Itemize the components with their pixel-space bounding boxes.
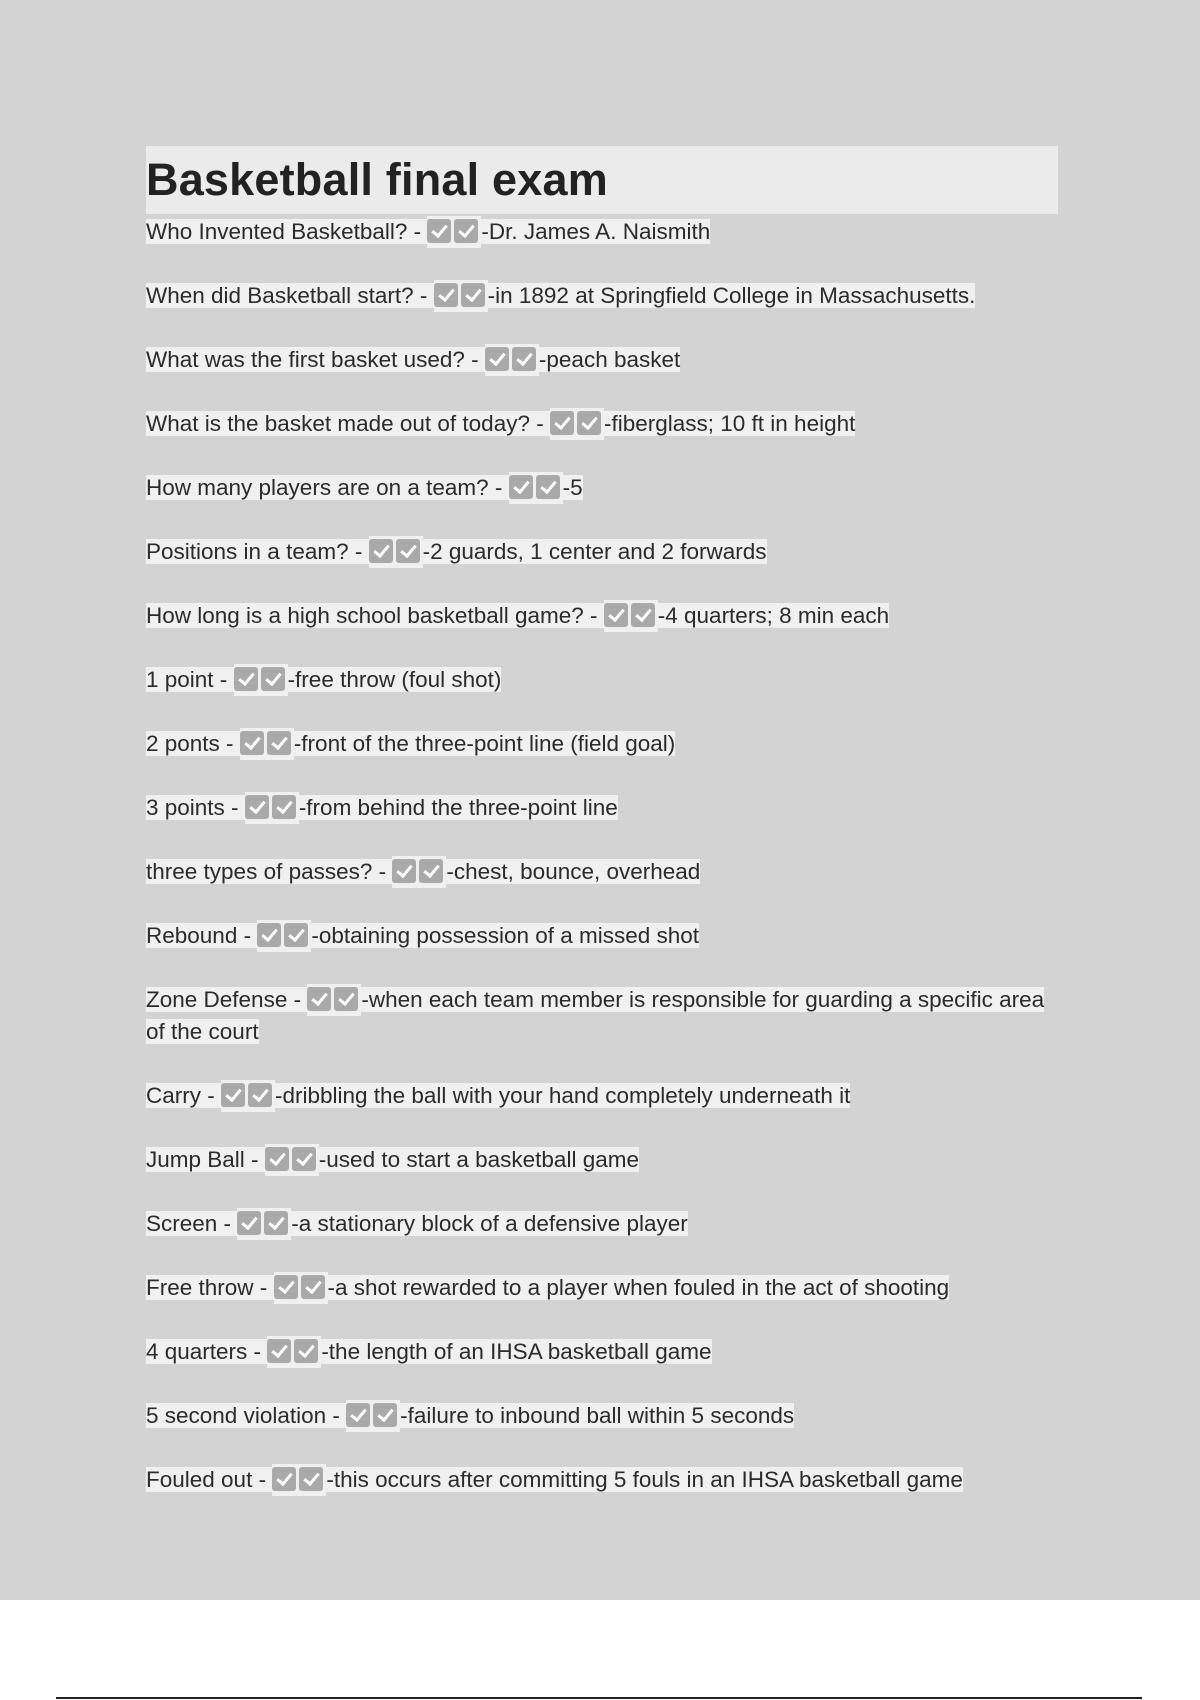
checkmark-icon — [267, 1339, 291, 1363]
double-check-icon — [267, 1336, 321, 1368]
question-text: Who Invented Basketball? - — [146, 219, 428, 244]
double-check-icon — [245, 792, 299, 824]
checkmark-icon — [346, 1403, 370, 1427]
checkmark-icon — [334, 987, 358, 1011]
double-check-icon — [221, 1080, 275, 1112]
checkmark-icon — [427, 219, 451, 243]
answer-text: -in 1892 at Springfield College in Massachusetts. — [487, 283, 976, 308]
answer-text: -chest, bounce, overhead — [446, 859, 701, 884]
checkmark-icon — [237, 1211, 261, 1235]
question-text: Screen - — [146, 1211, 238, 1236]
checkmark-icon — [396, 539, 420, 563]
checkmark-icon — [604, 603, 628, 627]
answer-text: -a stationary block of a defensive player — [291, 1211, 688, 1236]
double-check-icon — [265, 1144, 319, 1176]
qa-item — [146, 1464, 1058, 1496]
question-text: What was the first basket used? - — [146, 347, 485, 372]
answer-text: -free throw (foul shot) — [287, 667, 502, 692]
checkmark-icon — [536, 475, 560, 499]
question-text: 4 quarters - — [146, 1339, 268, 1364]
qa-item — [146, 216, 1058, 248]
checkmark-icon — [299, 1467, 323, 1491]
checkmark-icon — [272, 795, 296, 819]
answer-text: -when each team member is responsible for guarding a specific area of the court — [146, 987, 1045, 1044]
qa-item — [146, 1080, 1058, 1112]
answer-text: -dribbling the ball with your hand completely underneath it — [275, 1083, 851, 1108]
answer-text: -Dr. James A. Naismith — [481, 219, 711, 244]
question-text: What is the basket made out of today? - — [146, 411, 550, 436]
double-check-icon — [550, 408, 604, 440]
qa-item — [146, 856, 1058, 888]
checkmark-icon — [369, 539, 393, 563]
question-text: 2 ponts - — [146, 731, 240, 756]
checkmark-icon — [577, 411, 601, 435]
checkmark-icon — [261, 667, 285, 691]
answer-text: -peach basket — [538, 347, 681, 372]
double-check-icon — [434, 280, 488, 312]
double-check-icon — [346, 1400, 400, 1432]
checkmark-icon — [257, 923, 281, 947]
question-text: When did Basketball start? - — [146, 283, 434, 308]
question-text: 5 second violation - — [146, 1403, 347, 1428]
answer-text: -a shot rewarded to a player when fouled in the act of shooting — [327, 1275, 950, 1300]
checkmark-icon — [292, 1147, 316, 1171]
checkmark-icon — [294, 1339, 318, 1363]
answer-text: -fiberglass; 10 ft in height — [603, 411, 856, 436]
checkmark-icon — [485, 347, 509, 371]
answer-text: -4 quarters; 8 min each — [657, 603, 890, 628]
checkmark-icon — [284, 923, 308, 947]
qa-item — [146, 600, 1058, 632]
question-text: How many players are on a team? - — [146, 475, 509, 500]
question-text: Free throw - — [146, 1275, 274, 1300]
qa-item — [146, 984, 1058, 1048]
question-text: Fouled out - — [146, 1467, 273, 1492]
title-bar — [146, 146, 1058, 214]
answer-text: -obtaining possession of a missed shot — [311, 923, 700, 948]
question-text: Carry - — [146, 1083, 221, 1108]
double-check-icon — [509, 472, 563, 504]
qa-list — [146, 216, 1058, 1496]
page-title: Basketball final exam — [146, 154, 608, 205]
double-check-icon — [272, 1464, 326, 1496]
qa-item — [146, 408, 1058, 440]
checkmark-icon — [264, 1211, 288, 1235]
document-body — [146, 146, 1058, 1528]
qa-item — [146, 728, 1058, 760]
checkmark-icon — [373, 1403, 397, 1427]
double-check-icon — [427, 216, 481, 248]
double-check-icon — [257, 920, 311, 952]
answer-text: -from behind the three-point line — [298, 795, 618, 820]
qa-item — [146, 1208, 1058, 1240]
answer-text: -front of the three-point line (field goal) — [293, 731, 676, 756]
checkmark-icon — [265, 1147, 289, 1171]
double-check-icon — [307, 984, 361, 1016]
double-check-icon — [604, 600, 658, 632]
checkmark-icon — [267, 731, 291, 755]
double-check-icon — [392, 856, 446, 888]
question-text: How long is a high school basketball game? - — [146, 603, 604, 628]
checkmark-icon — [234, 667, 258, 691]
qa-item — [146, 536, 1058, 568]
checkmark-icon — [512, 347, 536, 371]
checkmark-icon — [631, 603, 655, 627]
double-check-icon — [274, 1272, 328, 1304]
qa-item — [146, 344, 1058, 376]
answer-text: -failure to inbound ball within 5 seconds — [400, 1403, 795, 1428]
answer-text: -2 guards, 1 center and 2 forwards — [422, 539, 767, 564]
checkmark-icon — [392, 859, 416, 883]
qa-item — [146, 1400, 1058, 1432]
checkmark-icon — [274, 1275, 298, 1299]
checkmark-icon — [419, 859, 443, 883]
checkmark-icon — [461, 283, 485, 307]
checkmark-icon — [221, 1083, 245, 1107]
qa-item — [146, 1272, 1058, 1304]
checkmark-icon — [307, 987, 331, 1011]
checkmark-icon — [454, 219, 478, 243]
checkmark-icon — [248, 1083, 272, 1107]
answer-text: -this occurs after committing 5 fouls in an IHSA basketball game — [326, 1467, 963, 1492]
question-text: Positions in a team? - — [146, 539, 369, 564]
answer-text: -5 — [562, 475, 583, 500]
question-text: Rebound - — [146, 923, 258, 948]
answer-text: -used to start a basketball game — [318, 1147, 639, 1172]
checkmark-icon — [240, 731, 264, 755]
checkmark-icon — [301, 1275, 325, 1299]
double-check-icon — [234, 664, 288, 696]
qa-item — [146, 920, 1058, 952]
question-text: 3 points - — [146, 795, 245, 820]
double-check-icon — [369, 536, 423, 568]
qa-item — [146, 280, 1058, 312]
checkmark-icon — [550, 411, 574, 435]
question-text: Jump Ball - — [146, 1147, 265, 1172]
double-check-icon — [485, 344, 539, 376]
checkmark-icon — [272, 1467, 296, 1491]
checkmark-icon — [509, 475, 533, 499]
answer-text: -the length of an IHSA basketball game — [321, 1339, 712, 1364]
qa-item — [146, 792, 1058, 824]
double-check-icon — [240, 728, 294, 760]
footer-divider — [56, 1697, 1142, 1699]
question-text: three types of passes? - — [146, 859, 393, 884]
qa-item — [146, 472, 1058, 504]
double-check-icon — [237, 1208, 291, 1240]
qa-item — [146, 1144, 1058, 1176]
checkmark-icon — [434, 283, 458, 307]
checkmark-icon — [245, 795, 269, 819]
question-text: Zone Defense - — [146, 987, 308, 1012]
question-text: 1 point - — [146, 667, 234, 692]
qa-item — [146, 664, 1058, 696]
qa-item — [146, 1336, 1058, 1368]
